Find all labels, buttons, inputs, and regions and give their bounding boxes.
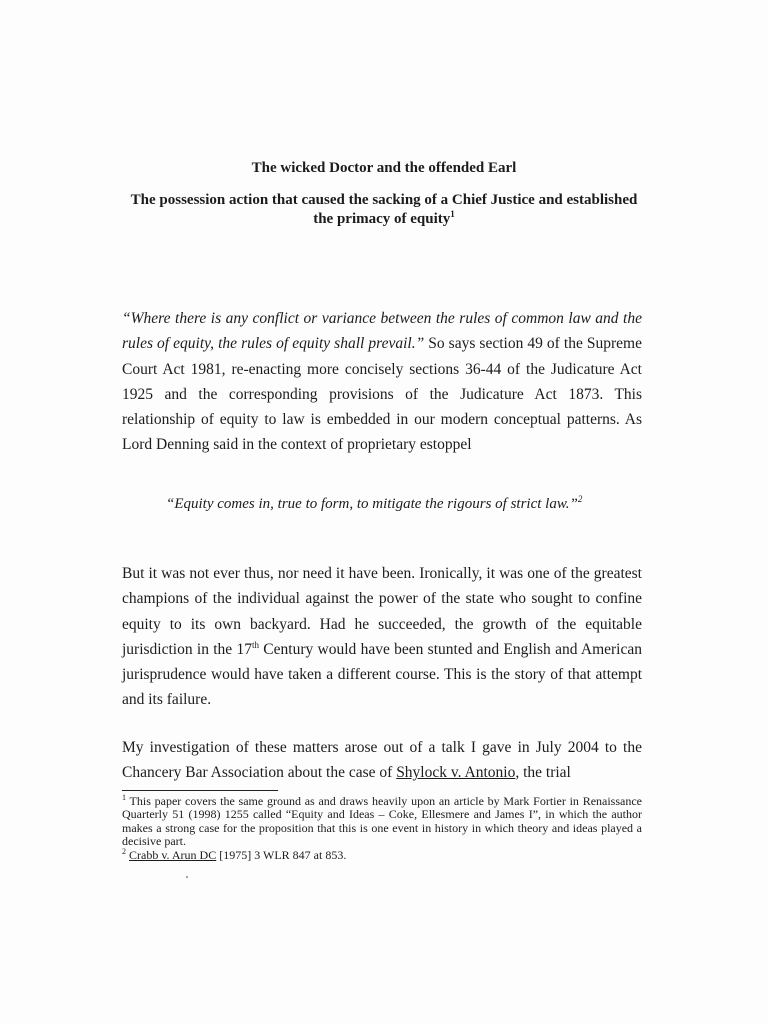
footnote-ref-1: 1 (450, 209, 455, 219)
footnote-2-mark: 2 (122, 846, 126, 856)
paragraph-3-text-a: My investigation of these matters arose out of a talk I gave in July 2004 to the Chancery Bar Association about the case of (122, 739, 642, 782)
subtitle-text: The possession action that caused the sacking of a Chief Justice and established the primacy of equity (130, 192, 638, 227)
ordinal-suffix: th (251, 639, 259, 650)
block-quote (166, 495, 602, 513)
case-name-shylock: Shylock v. Antonio (396, 764, 516, 782)
case-name-crabb: Crabb v. Arun DC (129, 847, 217, 862)
paragraph-1-text: So says section 49 of the Supreme Court Act 1981, re-enacting more concisely sections 36-44 of the Judicature Act 1925 and the corresponding provisions of the Judicature Act 1873. This relationship of equity to law is embedded in our modern conceptual patterns. As Lord Denning said in the context of proprietary estoppel (122, 335, 642, 454)
block-quote-text: “Equity comes in, true to form, to mitigate the rigours of strict law.” (166, 496, 578, 512)
paragraph-2-text-b: Century would have been stunted and English and American jurisprudence would have taken a different course. This is the story of that attempt and its failure. (122, 640, 642, 709)
statute-quote: “Where there is any conflict or variance between the rules of common law and the rules of equity, the rules of equity shall prevail.” (122, 310, 642, 353)
footnotes (122, 795, 642, 862)
page-subtitle (120, 191, 648, 229)
page-title: The wicked Doctor and the offended Earl (251, 160, 517, 176)
paragraph-2-text-a: But it was not ever thus, nor need it have been. Ironically, it was one of the greatest champions of the individual against the power of the state who sought to confine equity to its own backyard. Had he succeeded, the growth of the equitable jurisdiction in the 17 (122, 565, 642, 658)
footnote-ref-2: 2 (577, 494, 583, 504)
footnote-2-text: [1975] 3 WLR 847 at 853. (216, 847, 347, 862)
scan-speck (186, 876, 188, 878)
footnote-1-text: This paper covers the same ground as and draws heavily upon an article by Mark Fortier in Renaissance Quarterly 51 (1998) 1255 called “Equity and Ideas – Coke, Ellesmere and James I”, in which the author makes a strong case for the proposition that this is one event in history in which theory and ideas played a decisive part. (122, 794, 642, 849)
paragraph-1 (122, 306, 642, 458)
footnote-separator (122, 790, 278, 791)
paragraph-3 (122, 735, 642, 786)
paragraph-3-text-b: , the trial (515, 764, 571, 782)
footnote-1-mark: 1 (122, 793, 126, 802)
footnote-1 (122, 795, 642, 849)
paragraph-2 (122, 561, 642, 713)
footnote-2 (122, 846, 642, 862)
